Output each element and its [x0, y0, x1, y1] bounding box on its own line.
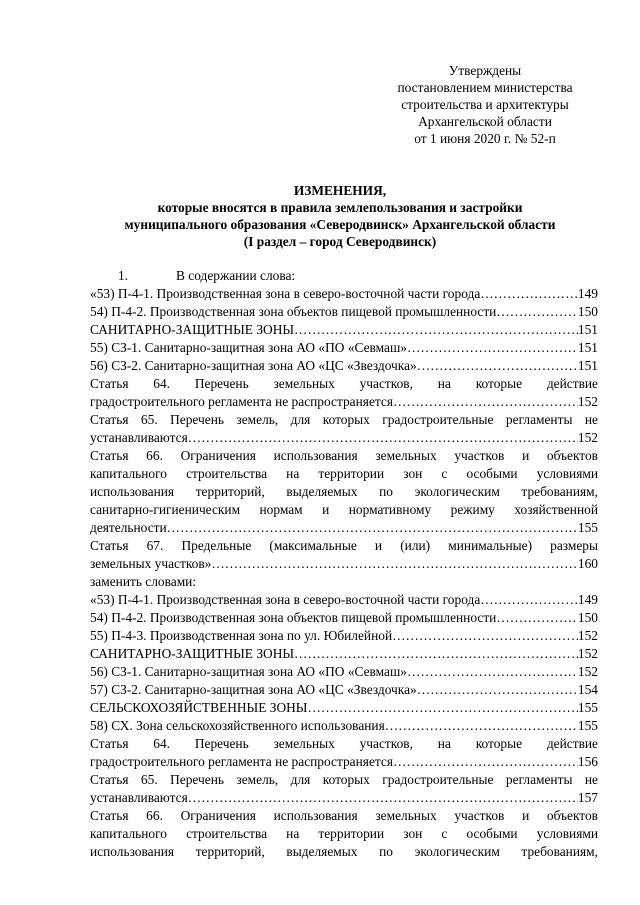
toc-entry-text: устанавливаются [90, 430, 188, 445]
toc-entry-text: САНИТАРНО-ЗАЩИТНЫЕ ЗОНЫ [90, 646, 295, 661]
toc-leader-dots [496, 609, 578, 627]
article-toc-entry [90, 789, 598, 807]
toc-entry-text: 54) П-4-2. Производственная зона объектов пищевой промышленности [90, 610, 497, 625]
toc-entry-text: 55) П-4-3. Производственная зона по ул. Юбилейной [90, 628, 393, 643]
article-line: санитарно-гигиеническим нормам и нормативному режиму хозяйственной [90, 502, 598, 517]
toc-leader-dots [294, 645, 578, 663]
toc-entry-text: градостроительного регламента не распространяется [90, 394, 394, 409]
toc-leader-dots [417, 357, 578, 375]
toc-page-number: 154 [577, 682, 598, 697]
toc-entry-text: 57) СЗ-2. Санитарно-защитная зона АО «ЦС «Звездочка» [90, 682, 417, 697]
toc-page-number: 151 [577, 340, 598, 355]
item-1 [90, 267, 598, 285]
toc-page-number: 155 [577, 700, 598, 715]
toc-entry-text: «53) П-4-1. Производственная зона в северо-восточной части города [90, 286, 481, 301]
toc-leader-dots [307, 699, 577, 717]
item-text: В содержании слова: [176, 268, 296, 283]
article-toc-entry [90, 555, 598, 573]
approval-line: Архангельской области [418, 114, 552, 129]
toc-page-number: 156 [577, 754, 598, 769]
toc-page-number: 155 [577, 718, 598, 733]
approval-line: от 1 июня 2020 г. № 52-п [414, 131, 556, 146]
article-toc-entry [90, 519, 598, 537]
toc-entry-text: 58) СХ. Зона сельскохозяйственного использования [90, 718, 385, 733]
article-toc-entry [90, 429, 598, 447]
article-line: Статья 66. Ограничения использования земельных участков и объектов [90, 808, 598, 823]
toc-leader-dots [480, 591, 578, 609]
toc-leader-dots [393, 393, 578, 411]
title-line: которые вносятся в правила землепользования и застройки [157, 200, 523, 215]
toc-leader-dots [407, 663, 578, 681]
toc-entry [90, 717, 598, 735]
toc-page-number: 152 [577, 646, 598, 661]
toc-entry-text: САНИТАРНО-ЗАЩИТНЫЕ ЗОНЫ [90, 322, 295, 337]
toc-entry [90, 609, 598, 627]
toc-page-number: 150 [577, 304, 598, 319]
toc-entry [90, 663, 598, 681]
title-line: муниципального образования «Северодвинск» Архангельской области [124, 217, 556, 232]
toc-leader-dots [392, 627, 578, 645]
article-toc-entry [90, 753, 598, 771]
toc-entry [90, 591, 598, 609]
toc-page-number: 150 [577, 610, 598, 625]
toc-leader-dots [167, 519, 578, 537]
toc-entry [90, 645, 598, 663]
toc-entry-text: деятельности [90, 520, 167, 535]
toc-page-number: 152 [577, 430, 598, 445]
toc-entry [90, 321, 598, 339]
replace-label: заменить словами: [90, 574, 197, 589]
toc-entry-text: 54) П-4-2. Производственная зона объектов пищевой промышленности [90, 304, 497, 319]
toc-entry-text: 55) СЗ-1. Санитарно-защитная зона АО «ПО «Севмаш» [90, 340, 407, 355]
toc-leader-dots [393, 753, 578, 771]
article-line: капитального строительства на территории зон с особыми условиями [90, 466, 598, 481]
toc-entry-text: земельных участков» [90, 556, 212, 571]
toc-page-number: 152 [577, 628, 598, 643]
toc-entry [90, 681, 598, 699]
toc-entry-text: градостроительного регламента не распространяется [90, 754, 394, 769]
toc-leader-dots [407, 339, 578, 357]
document-title [40, 182, 640, 250]
document-body [90, 267, 598, 861]
toc-page-number: 151 [577, 358, 598, 373]
toc-leader-dots [294, 321, 578, 339]
approval-line: постановлением министерства [397, 80, 573, 95]
toc-leader-dots [480, 285, 578, 303]
approval-block [380, 62, 590, 147]
article-toc-entry [90, 393, 598, 411]
article-line: Статья 65. Перечень земель, для которых градостроительные регламенты не [90, 772, 598, 787]
article-line: Статья 64. Перечень земельных участков, на которые действие [90, 736, 598, 751]
approval-line: строительства и архитектуры [401, 97, 569, 112]
article-line: Статья 67. Предельные (максимальные и (или) минимальные) размеры [90, 538, 598, 553]
toc-entry-text: 56) СЗ-2. Санитарно-защитная зона АО «ЦС «Звездочка» [90, 358, 417, 373]
toc-entry [90, 303, 598, 321]
article-line: Статья 65. Перечень земель, для которых градостроительные регламенты не [90, 412, 598, 427]
toc-entry [90, 627, 598, 645]
toc-entry [90, 357, 598, 375]
toc-page-number: 149 [577, 592, 598, 607]
toc-entry-text: 56) СЗ-1. Санитарно-защитная зона АО «ПО «Севмаш» [90, 664, 407, 679]
toc-page-number: 160 [577, 556, 598, 571]
toc-leader-dots [385, 717, 578, 735]
approval-line: Утверждены [448, 63, 522, 78]
toc-entry-text: устанавливаются [90, 790, 188, 805]
toc-page-number: 157 [577, 790, 598, 805]
toc-page-number: 155 [577, 520, 598, 535]
toc-page-number: 152 [577, 664, 598, 679]
toc-leader-dots [496, 303, 578, 321]
toc-leader-dots [188, 789, 578, 807]
article-line: капитального строительства на территории зон с особыми условиями [90, 826, 598, 841]
toc-page-number: 149 [577, 286, 598, 301]
toc-entry [90, 339, 598, 357]
toc-page-number: 151 [577, 322, 598, 337]
toc-page-number: 152 [577, 394, 598, 409]
toc-leader-dots [417, 681, 578, 699]
toc-entry-text: «53) П-4-1. Производственная зона в северо-восточной части города [90, 592, 481, 607]
toc-leader-dots [211, 555, 578, 573]
toc-entry [90, 285, 598, 303]
title-line: (I раздел – город Северодвинск) [243, 234, 437, 249]
article-line: Статья 64. Перечень земельных участков, на которые действие [90, 376, 598, 391]
article-line: Статья 66. Ограничения использования земельных участков и объектов [90, 448, 598, 463]
article-line: использования территорий, выделяемых по экологическим требованиям, [90, 844, 598, 859]
title-heading: ИЗМЕНЕНИЯ, [293, 183, 387, 198]
toc-entry-text: СЕЛЬСКОХОЗЯЙСТВЕННЫЕ ЗОНЫ [90, 700, 308, 715]
item-number: 1. [118, 268, 129, 283]
toc-leader-dots [188, 429, 578, 447]
article-line: использования территорий, выделяемых по экологическим требованиям, [90, 484, 598, 499]
toc-entry [90, 699, 598, 717]
